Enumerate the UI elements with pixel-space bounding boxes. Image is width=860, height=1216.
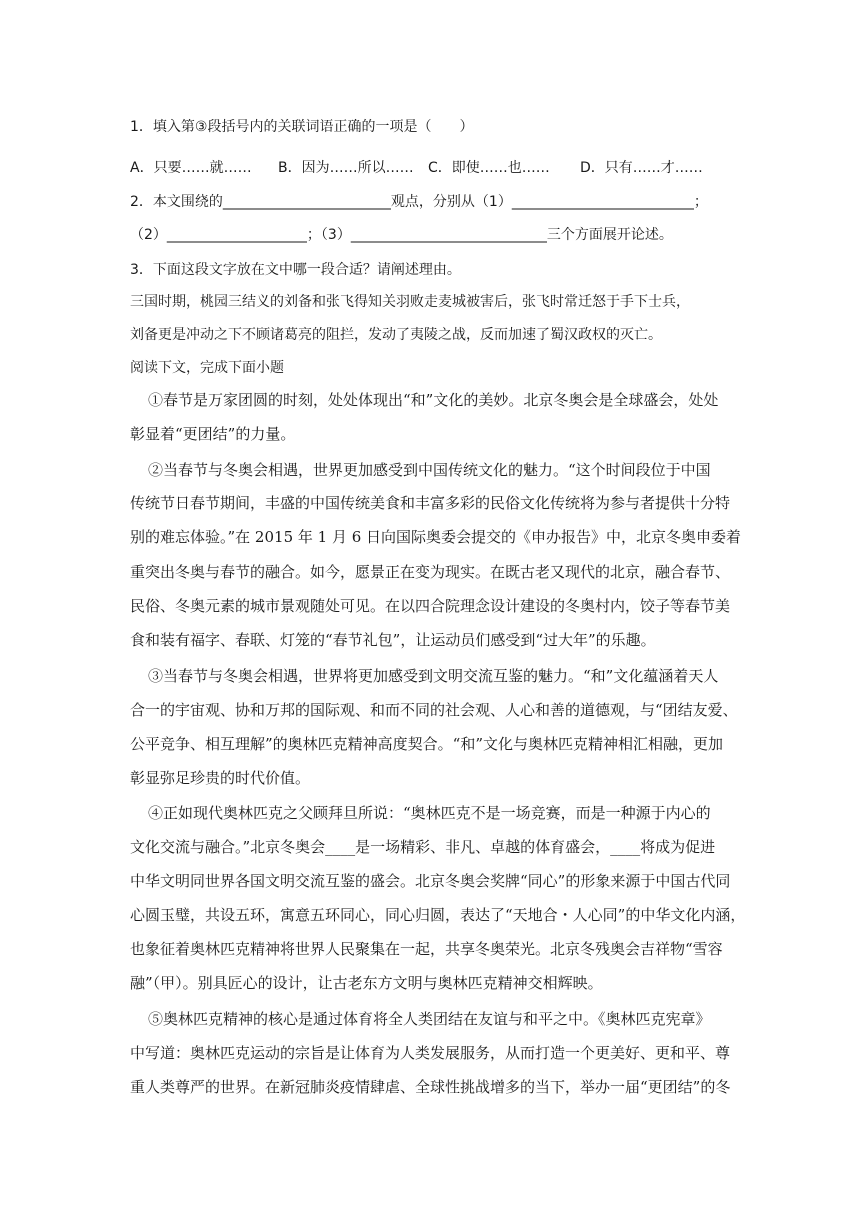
- option-b: B．因为……所以……: [278, 160, 414, 176]
- paragraph-3-line: 公平竞争、相互理解”的奥林匹克精神高度契合。“和”文化与奥林匹克精神相汇相融，更加: [130, 735, 724, 753]
- question-2-line-1: 2．本文围绕的________________________观点，分别从（1）__________________________；: [130, 194, 708, 210]
- paragraph-2-line: ②当春节与冬奥会相遇，世界更加感受到中国传统文化的魅力。“这个时间段位于中国: [148, 461, 711, 479]
- paragraph-5-line: 中写道：奥林匹克运动的宗旨是让体育为人类发展服务，从而打造一个更美好、更和平、尊: [130, 1044, 731, 1062]
- question-3-material-line: 三国时期，桃园三结义的刘备和张飞得知关羽败走麦城被害后，张飞时常迁怒于手下士兵，: [130, 294, 690, 310]
- paragraph-2-line: 民俗、冬奥元素的城市景观随处可见。在以四合院理念设计建设的冬奥村内，饺子等春节美: [130, 597, 731, 615]
- paragraph-3-line: 合一的宇宙观、协和万邦的国际观、和而不同的社会观、人心和善的道德观，与“团结友爱、: [130, 701, 738, 719]
- reading-instruction: 阅读下文，完成下面小题: [130, 360, 284, 376]
- question-1-stem: 1．填入第③段括号内的关联词语正确的一项是（ ）: [130, 119, 474, 135]
- paragraph-4-line: 中华文明同世界各国文明交流互鉴的盛会。北京冬奥会奖牌“同心”的形象来源于中国古代同: [130, 872, 731, 890]
- paragraph-4-line: ④正如现代奥林匹克之父顾拜旦所说：“奥林匹克不是一场竞赛，而是一种源于内心的: [148, 804, 711, 822]
- paragraph-4-line: 文化交流与融合。”北京冬奥会____是一场精彩、非凡、卓越的体育盛会，____将成为促进: [130, 838, 716, 856]
- paragraph-4-line: 也象征着奥林匹克精神将世界人民聚集在一起，共享冬奥荣光。北京冬残奥会吉祥物“雪容: [130, 940, 723, 958]
- option-a: A．只要……就……: [130, 160, 252, 176]
- option-d: D．只有……才……: [580, 160, 703, 176]
- paragraph-3-line: ③当春节与冬奥会相遇，世界将更加感受到文明交流互鉴的魅力。“和”文化蕴涵着天人: [148, 667, 719, 685]
- paragraph-1-line: 彰显着“更团结”的力量。: [130, 425, 296, 443]
- paragraph-2-line: 别的难忘体验。”在 2015 年 1 月 6 日向国际奥委会提交的《申办报告》中，北京冬奥申委着: [130, 528, 742, 546]
- question-3-material-line: 刘备更是冲动之下不顾诸葛亮的阻拦，发动了夷陵之战，反而加速了蜀汉政权的灭亡。: [130, 327, 662, 343]
- paragraph-1-line: ①春节是万家团圆的时刻，处处体现出“和”文化的美妙。北京冬奥会是全球盛会，处处: [148, 391, 719, 409]
- paragraph-5-line: ⑤奥林匹克精神的核心是通过体育将全人类团结在友谊与和平之中。《奥林匹克宪章》: [148, 1010, 711, 1028]
- option-c: C．即使……也……: [428, 160, 550, 176]
- paragraph-2-line: 重突出冬奥与春节的融合。如今，愿景正在变为现实。在既古老又现代的北京，融合春节、: [130, 563, 731, 581]
- paragraph-3-line: 彰显弥足珍贵的时代价值。: [130, 769, 311, 787]
- question-3-stem: 3．下面这段文字放在文中哪一段合适？请阐述理由。: [130, 262, 461, 278]
- paragraph-4-line: 融”（甲）。别具匠心的设计，让古老东方文明与奥林匹克精神交相辉映。: [130, 974, 603, 992]
- paragraph-2-line: 传统节日春节期间，丰盛的中国传统美食和丰富多彩的民俗文化传统将为参与者提供十分特: [130, 494, 731, 512]
- paragraph-2-line: 食和装有福字、春联、灯笼的“春节礼包”，让运动员们感受到“过大年”的乐趣。: [130, 631, 656, 649]
- question-2-line-2: （2）____________________；（3）____________________________三个方面展开论述。: [130, 227, 673, 243]
- paragraph-4-line: 心圆玉璧，共设五环，寓意五环同心，同心归圆，表达了“天地合・人心同”的中华文化内涵，: [130, 906, 746, 924]
- paragraph-5-line: 重人类尊严的世界。在新冠肺炎疫情肆虐、全球性挑战增多的当下，举办一届“更团结”的冬: [130, 1078, 731, 1096]
